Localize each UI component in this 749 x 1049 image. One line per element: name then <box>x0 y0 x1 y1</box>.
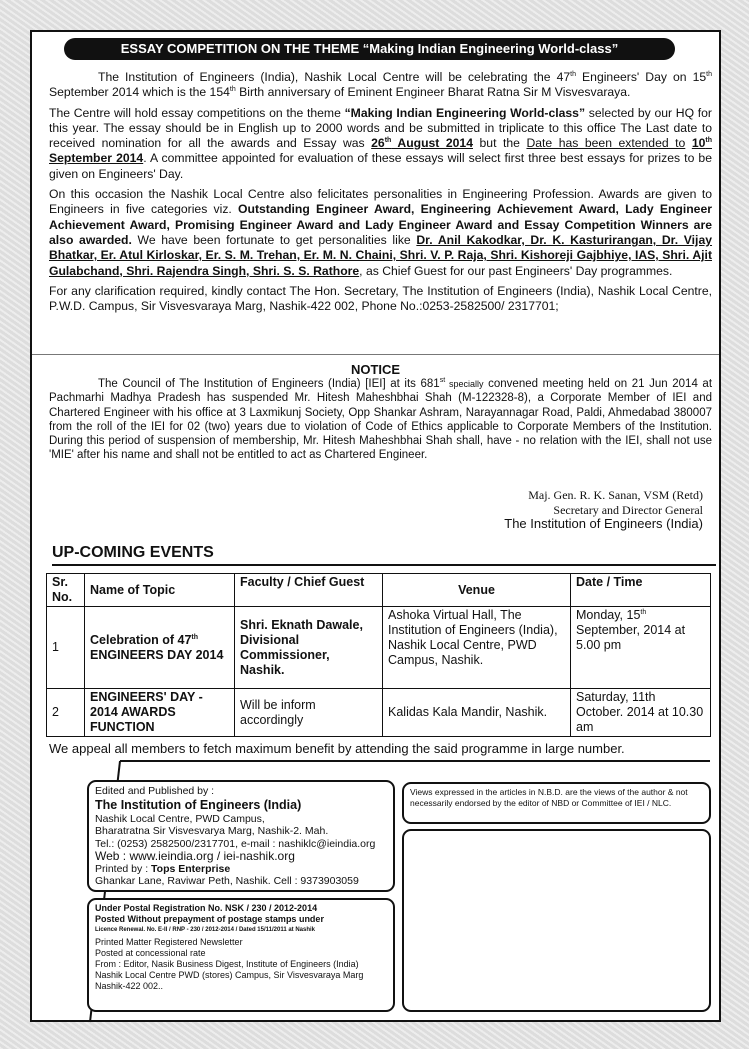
publisher-name: The Institution of Engineers (India) <box>95 797 302 812</box>
intro-p2-text-b: selected by our HQ for this year. The essay should be in English up to 2000 words and be submitted in triplicate to this office The Last date to received nomination for all the awards and Essay was <box>49 105 712 151</box>
disclaimer-box <box>402 782 711 824</box>
row-1-date-b: September, 2014 at 5.00 pm <box>576 623 686 652</box>
postal-line3: Licence Renewal. No. E-II / RNP - 230 / 2012-2014 / Dated 15/11/2011 at Nashik <box>95 927 316 934</box>
intro-p1-text-d: Birth anniversary of Eminent Engineer Bharat Ratna Sir M Visvesvaraya. <box>235 85 631 100</box>
postal-line5: Posted at concessional rate <box>95 947 206 958</box>
signatory-name: Maj. Gen. R. K. Sanan, VSM (Retd) <box>528 488 703 502</box>
intro-p3-text-b: We have been fortunate to get personalities like <box>131 232 417 247</box>
row-1-topic-a: Celebration of 47 <box>90 632 192 647</box>
postal-line7: Nashik Local Centre PWD (stores) Campus, Sir Visvesvaraya Marg <box>95 970 364 981</box>
row-1-guest: Shri. Eknath Dawale, Divisional Commissioner, Nashik. <box>235 607 383 689</box>
intro-p2-text-e: . A committee appointed for evaluation of these essays will select first three best essays for prizes to be given on Engineers' Day. <box>49 151 712 181</box>
disclaimer-text: Views expressed in the articles in N.B.D. are the views of the author & not necessarily endorsed by the editor of NBD or Committee of IEI / NLC. <box>410 787 688 808</box>
notice-title: NOTICE <box>350 362 401 377</box>
publisher-line4: Bharatratna Sir Visvesvarya Marg, Nashik-2. Mah. <box>95 825 329 837</box>
postal-line1: Under Postal Registration No. NSK / 230 / 2012-2014 <box>95 903 318 913</box>
row-2-sr: 2 <box>47 689 85 737</box>
intro-p1-text-a: The Institution of Engineers (India), Nashik Local Centre will be celebrating the 47 <box>98 70 571 84</box>
row-1-date-sup: th <box>640 608 647 616</box>
col-header-guest: Faculty / Chief Guest <box>235 574 383 607</box>
intro-p3-text-c: , as Chief Guest for our past Engineers' Day programmes. <box>359 263 673 278</box>
intro-p1-sup1: th <box>570 70 576 78</box>
intro-p1-sup2: th <box>706 70 712 78</box>
publisher-line3: Nashik Local Centre, PWD Campus, <box>95 812 265 825</box>
notice-specially: specially <box>445 379 484 389</box>
intro-p2-text-a: The Centre will hold essay competitions on the theme <box>49 105 345 120</box>
postal-line6: From : Editor, Nasik Business Digest, Institute of Engineers (India) <box>95 959 359 970</box>
intro-p2-extended: Date has been extended to <box>526 136 686 151</box>
intro-p2-date2-day: 10 <box>691 136 706 151</box>
intro-p2-date1-sup: th <box>384 137 392 145</box>
row-1-topic-sup: th <box>191 633 199 641</box>
newsletter-page <box>30 30 721 1022</box>
upcoming-events-title: UP-COMING EVENTS <box>52 544 214 561</box>
col-header-sr: Sr. No. <box>47 574 85 607</box>
row-2-guest: Will be inform accordingly <box>235 689 383 737</box>
intro-p2-text-c: but the <box>473 136 527 151</box>
address-box <box>402 829 711 1012</box>
intro-p2-theme: “Making Indian Engineering World-class” <box>344 105 586 120</box>
publisher-printed <box>95 863 387 876</box>
postal-box <box>87 898 395 1012</box>
col-header-date: Date / Time <box>571 574 711 607</box>
signatory-title: Secretary and Director General <box>553 502 703 517</box>
intro-p2-date2-sup: th <box>705 137 712 145</box>
row-2-date: Saturday, 11th October. 2014 at 10.30 am <box>571 689 711 737</box>
notice-sup: st <box>439 377 446 385</box>
postal-line8: Nashik-422 002.. <box>95 981 164 992</box>
publisher-web: Web : www.ieindia.org / iei-nashik.org <box>95 849 295 863</box>
publisher-box <box>87 780 395 892</box>
row-1-date-a: Monday, 15 <box>576 608 641 622</box>
intro-p1-sup3: th <box>229 86 236 94</box>
signatory-organisation: The Institution of Engineers (India) <box>504 516 703 531</box>
postal-line2: Posted Without prepayment of postage stamps under <box>95 914 324 925</box>
banner-prefix: ESSAY COMPETITION ON THE THEME <box>120 41 363 56</box>
intro-p3-awards: Outstanding Engineer Award, Engineering Achievement Award, Lady Engineer Achievement Award, Promising Engineer Award and Lady Engineer Award and Essay Competition Winners are also awarded. <box>49 202 712 247</box>
postal-line4: Printed Matter Registered Newsletter <box>95 936 243 947</box>
row-1-topic-b: ENGINEERS DAY 2014 <box>90 647 224 662</box>
intro-p2-date2-month: September 2014 <box>49 151 144 166</box>
publisher-line5: Tel.: (0253) 2582500/2317701, e-mail : nashiklc@ieindia.org <box>95 837 376 850</box>
events-appeal: We appeal all members to fetch maximum benefit by attending the said programme in large number. <box>49 741 625 756</box>
intro-p3-names: Dr. Anil Kakodkar, Dr. K. Kasturirangan, Dr. Vijay Bhatkar, Er. Atul Kirloskar, Er. S. M. Trehan, Er. M. N. Chaini, Shri. V. P. Raja, Shri. Kishoreji Gajbhiye, IAS, Shri. Ajit Gulabchand, Shri. Rajendra Singh, Shri. S. S. Rathore <box>49 232 713 278</box>
row-1-sr: 1 <box>47 607 85 689</box>
printed-label: Printed by : <box>95 862 152 875</box>
banner-theme: “Making Indian Engineering World-class” <box>362 41 619 56</box>
row-2-venue: Kalidas Kala Mandir, Nashik. <box>383 689 571 737</box>
intro-paragraph-4: For any clarification required, kindly contact The Hon. Secretary, The Institution of Engineers (India), Nashik Local Centre, P.W.D. Campus, Sir Visvesvaraya Marg, Nashik-422 002, Phone No.:0253-2582500/ 2317701; <box>49 283 712 314</box>
col-header-venue: Venue <box>383 574 571 607</box>
publisher-line1: Edited and Published by : <box>95 785 215 797</box>
col-header-topic: Name of Topic <box>85 574 235 607</box>
row-1-venue: Ashoka Virtual Hall, The Institution of Engineers (India), Nashik Local Centre, PWD Campus, Nashik. <box>383 607 571 689</box>
intro-p1-text-b: Engineers' Day on 15 <box>576 70 707 84</box>
printer-name: Tops Enterprise <box>151 862 231 875</box>
intro-p2-date1-day: 26 <box>371 136 385 151</box>
intro-p3-text-a: On this occasion the Nashik Local Centre also felicitates personalities in Engineering Profession. Awards are given to Engineers in five categories viz. <box>49 187 712 217</box>
publisher-line8: Ghankar Lane, Raviwar Peth, Nashik. Cell : 9373903059 <box>95 875 359 887</box>
notice-text-c: convened meeting held on 21 Jun 2014 at Pachmarhi Madhya Pradesh has suspended Mr. Hitesh Maheshbhai Shah (M-122328-8), a Corporate Member of IEI and Chartered Engineer with his office at 3 Laxmikunj Society, Opp Shankar Ashram, Narayannagar Road, Paldi, Ahmedabad 380007 from the roll of the IEI for 02 (two) years due to violation of Code of Ethics applicable to Corporate Members of the Institution. During this period of suspension of membership, Mr. Hitesh Maheshbhai Shah shall, have - no relation with the IEI, shall not use 'MIE' after his name and shall not be entitled to act as Chartered Engineer. <box>49 378 713 462</box>
intro-p2-date1-month: August 2014 <box>391 136 473 151</box>
row-2-topic: ENGINEERS' DAY - 2014 AWARDS FUNCTION <box>85 689 235 737</box>
intro-p1-text-c: September 2014 which is the 154 <box>49 85 230 100</box>
notice-text-a: The Council of The Institution of Engineers (India) [IEI] at its 681 <box>98 378 440 390</box>
